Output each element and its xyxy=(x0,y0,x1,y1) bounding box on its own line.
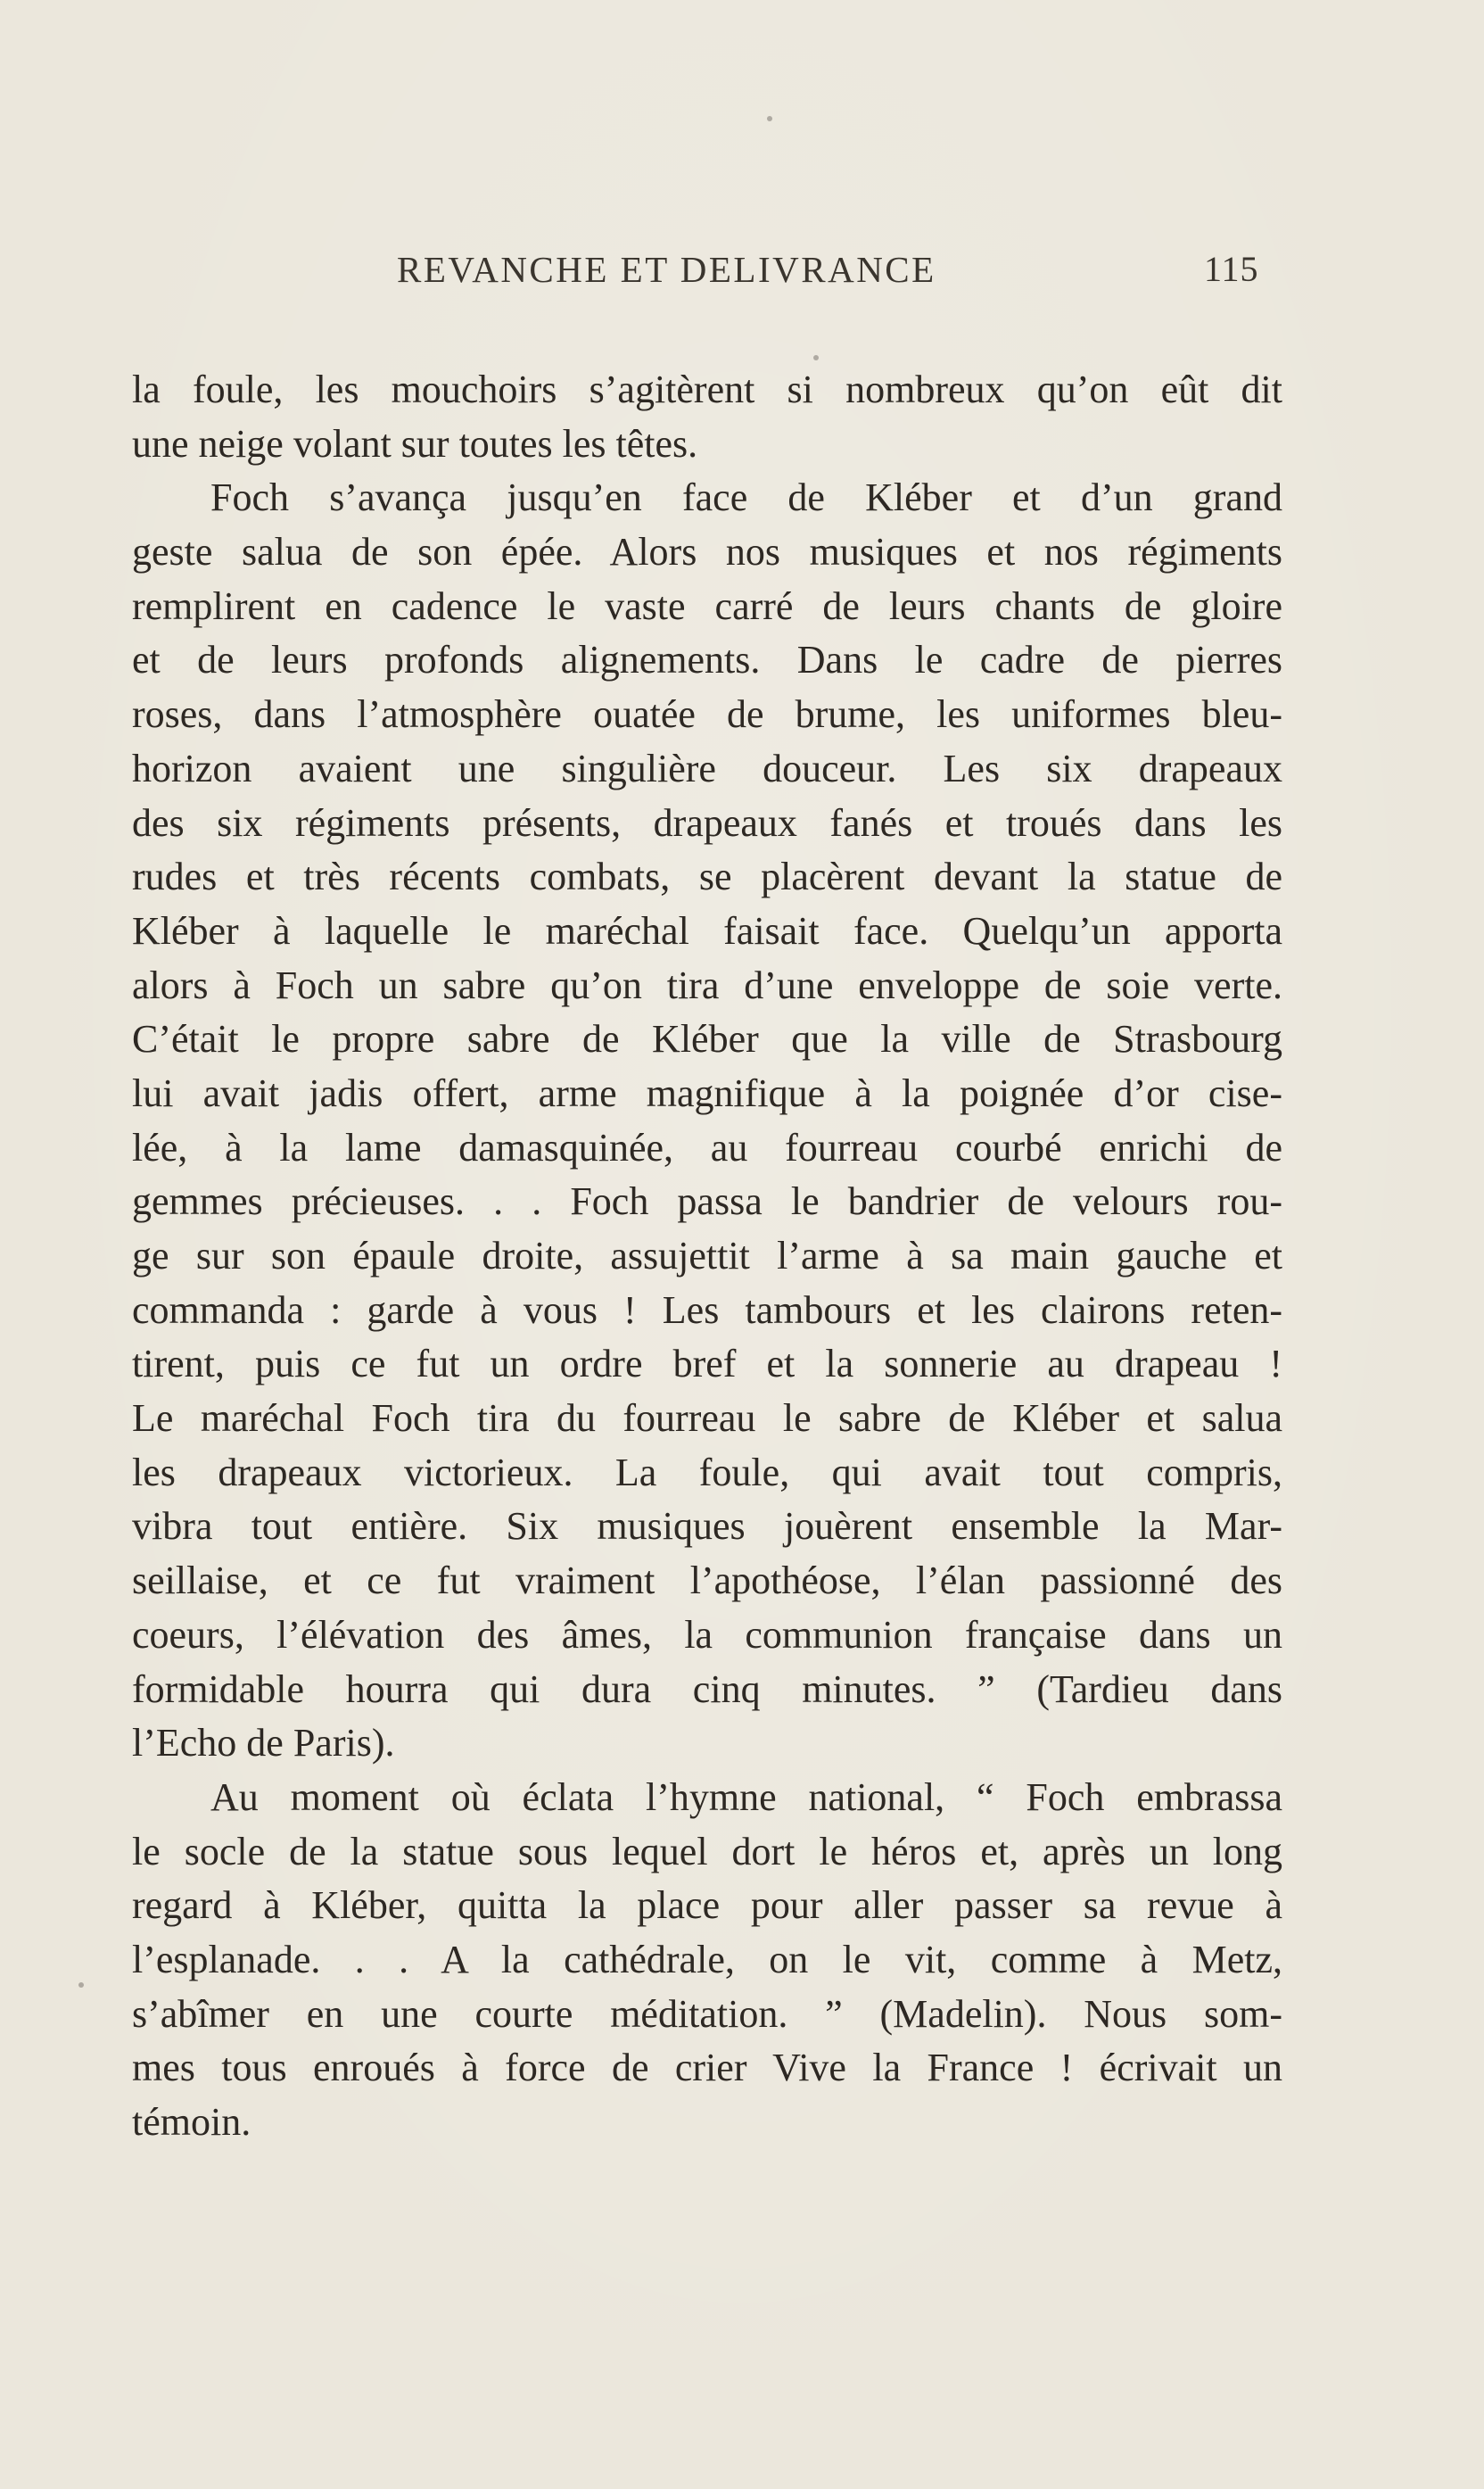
text-line: gemmes précieuses. . . Foch passa le bandrier de velours rou- xyxy=(132,1179,1282,1224)
paper-speck xyxy=(78,1982,84,1988)
text-line: témoin. xyxy=(132,2100,251,2144)
text-line: coeurs, l’élévation des âmes, la communion française dans un xyxy=(132,1612,1282,1657)
text-line: et de leurs profonds alignements. Dans le cadre de pierres xyxy=(132,638,1282,682)
text-line: l’esplanade. . . A la cathédrale, on le vit, comme à Metz, xyxy=(132,1937,1282,1981)
text-line: Le maréchal Foch tira du fourreau le sabre de Kléber et salua xyxy=(132,1396,1282,1441)
text-line: seillaise, et ce fut vraiment l’apothéose, l’élan passionné des xyxy=(132,1559,1282,1603)
text-line: lui avait jadis offert, arme magnifique à la poignée d’or cise- xyxy=(132,1071,1282,1115)
running-title: REVANCHE ET DELIVRANCE xyxy=(397,249,936,290)
text-line: regard à Kléber, quitta la place pour aller passer sa revue à xyxy=(132,1883,1282,1928)
paper-speck xyxy=(767,116,772,121)
body-text xyxy=(132,363,1282,2150)
text-line: rudes et très récents combats, se placèrent devant la statue de xyxy=(132,855,1282,899)
text-line: les drapeaux victorieux. La foule, qui avait tout compris, xyxy=(132,1450,1282,1494)
text-line: l’Echo de Paris). xyxy=(132,1721,395,1765)
text-line: la foule, les mouchoirs s’agitèrent si nombreux qu’on eût dit xyxy=(132,368,1282,411)
text-line: ge sur son épaule droite, assujettit l’arme à sa main gauche et xyxy=(132,1234,1282,1278)
text-line: formidable hourra qui dura cinq minutes. ” (Tardieu dans xyxy=(132,1666,1282,1711)
text-line: une neige volant sur toutes les têtes. xyxy=(132,421,698,466)
text-line: le socle de la statue sous lequel dort le héros et, après un long xyxy=(132,1829,1282,1873)
text-line: tirent, puis ce fut un ordre bref et la sonnerie au drapeau ! xyxy=(132,1342,1282,1386)
text-line: remplirent en cadence le vaste carré de leurs chants de gloire xyxy=(132,583,1282,628)
text-line: geste salua de son épée. Alors nos musiques et nos régiments xyxy=(132,530,1282,575)
text-line: vibra tout entière. Six musiques jouèrent ensemble la Mar- xyxy=(132,1504,1282,1549)
text-line: C’était le propre sabre de Kléber que la ville de Strasbourg xyxy=(132,1017,1282,1062)
text-line: s’abîmer en une courte méditation. ” (Madelin). Nous som- xyxy=(132,1991,1282,2036)
text-line: roses, dans l’atmosphère ouatée de brume, les uniformes bleu- xyxy=(132,692,1282,737)
text-line: lée, à la lame damasquinée, au fourreau courbé enrichi de xyxy=(132,1125,1282,1170)
text-line: Kléber à laquelle le maréchal faisait face. Quelqu’un apporta xyxy=(132,908,1282,953)
running-head xyxy=(0,248,1484,302)
text-line: Foch s’avança jusqu’en face de Kléber et d’un grand xyxy=(210,475,1282,520)
text-line: horizon avaient une singulière douceur. Les six drapeaux xyxy=(132,746,1282,790)
text-line: Au moment où éclata l’hymne national, “ Foch embrassa xyxy=(210,1774,1282,1819)
text-line: mes tous enroués à force de crier Vive la France ! écrivait un xyxy=(132,2046,1282,2090)
page-number: 115 xyxy=(1204,249,1259,289)
text-line: alors à Foch un sabre qu’on tira d’une enveloppe de soie verte. xyxy=(132,963,1282,1007)
text-line: des six régiments présents, drapeaux fanés et troués dans les xyxy=(132,800,1282,845)
text-line: commanda : garde à vous ! Les tambours et les clairons reten- xyxy=(132,1287,1282,1332)
paper-speck xyxy=(813,355,819,360)
